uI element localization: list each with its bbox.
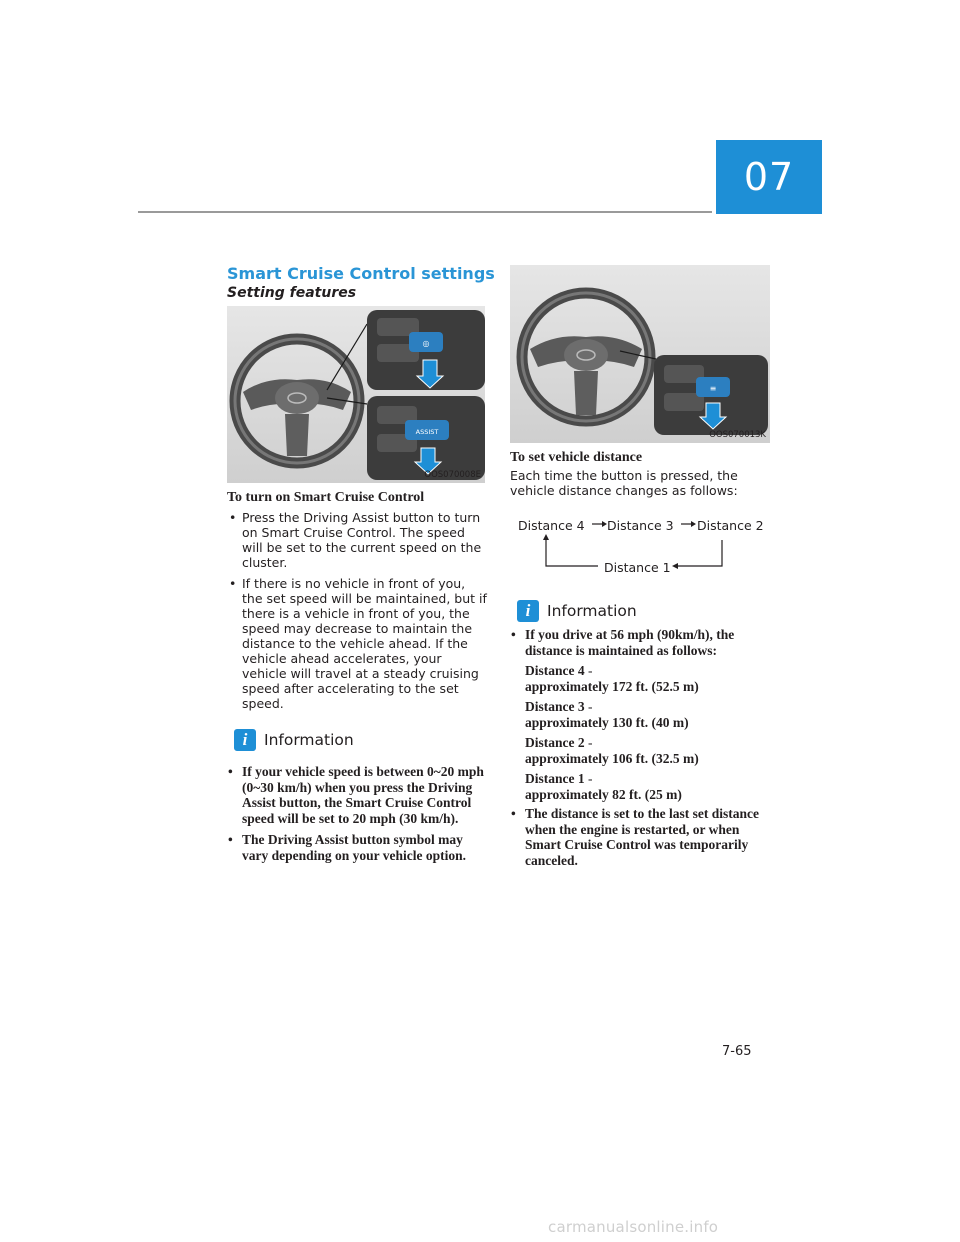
figure-code: OOS070008E	[424, 470, 481, 480]
distance-value: approximately 130 ft. (40 m)	[525, 714, 689, 730]
figure-steering-wheel-assist	[227, 306, 485, 483]
distance-1-label: Distance 1	[604, 560, 671, 575]
cycle-arrows	[510, 508, 772, 588]
section-subtitle: Setting features	[227, 285, 357, 301]
info-list-left	[227, 764, 489, 865]
distance-entry	[525, 771, 772, 802]
distance-entry	[525, 663, 772, 694]
distance-intro: If you drive at 56 mph (90km/h), the distance is maintained as follows:	[525, 627, 735, 658]
info-list-right	[510, 627, 772, 870]
info-icon: i	[517, 600, 539, 622]
header-rule	[138, 211, 712, 213]
list-item: • If there is no vehicle in front of you, the set speed will be maintained, but if there is a vehicle in front of you, the speed may decrease to maintain the distance to the vehicle ahead. If the vehicle ahead accelerates, your vehicle will travel at a steady cruising speed after accelerating to the set speed.	[227, 576, 487, 711]
distance-entry	[525, 735, 772, 766]
svg-text:◎: ◎	[422, 339, 430, 348]
distance-value: approximately 172 ft. (52.5 m)	[525, 678, 699, 694]
distance-entry	[525, 699, 772, 730]
info-label: Information	[547, 602, 637, 620]
set-distance-text: Each time the button is pressed, the vehicle distance changes as follows:	[510, 468, 738, 498]
distance-value: approximately 82 ft. (25 m)	[525, 786, 682, 802]
figure-steering-wheel-distance	[510, 265, 770, 443]
list-item: • The distance is set to the last set distance when the engine is restarted, or when Smart Cruise Control was temporarily canceled.	[510, 806, 772, 868]
list-item	[510, 627, 772, 802]
distance-name: Distance 4	[525, 663, 585, 678]
page-number: 7-65	[722, 1044, 752, 1059]
distance-separator: -	[584, 735, 593, 750]
distance-name: Distance 3	[525, 699, 585, 714]
distance-value: approximately 106 ft. (32.5 m)	[525, 750, 699, 766]
distance-name: Distance 2	[525, 735, 585, 750]
info-header-right	[517, 600, 637, 622]
assist-button-label: ASSIST	[415, 428, 439, 436]
list-item: • The Driving Assist button symbol may vary depending on your vehicle option.	[227, 832, 489, 863]
info-label: Information	[264, 731, 354, 749]
info-icon: i	[234, 729, 256, 751]
distance-separator: -	[584, 663, 593, 678]
steering-wheel-illustration	[227, 306, 485, 483]
distance-name: Distance 1	[525, 771, 585, 786]
set-distance-heading: To set vehicle distance	[510, 450, 643, 465]
distance-separator: -	[584, 771, 593, 786]
distance-2-label: Distance 2	[697, 518, 764, 533]
list-item: • If your vehicle speed is between 0~20 mph (0~30 km/h) when you press the Driving Assist button, the Smart Cruise Control speed will be set to 20 mph (30 km/h).	[227, 764, 489, 826]
chapter-number: 07	[743, 155, 795, 199]
steering-wheel-distance-illustration	[510, 265, 770, 443]
svg-text:≡: ≡	[709, 384, 717, 393]
distance-cycle-diagram	[510, 508, 772, 588]
distance-separator: -	[584, 699, 593, 714]
distance-3-label: Distance 3	[607, 518, 674, 533]
list-item: • Press the Driving Assist button to turn on Smart Cruise Control. The speed will be set to the current speed on the cluster.	[227, 510, 487, 570]
distance-4-label: Distance 4	[518, 518, 585, 533]
turn-on-heading: To turn on Smart Cruise Control	[227, 490, 425, 505]
chapter-tab	[716, 140, 822, 214]
turn-on-list	[227, 510, 487, 717]
figure-code: OOS070013K	[709, 430, 766, 440]
section-title: Smart Cruise Control settings	[227, 264, 495, 283]
info-header-left	[234, 729, 354, 751]
watermark: carmanualsonline.info	[548, 1218, 719, 1236]
